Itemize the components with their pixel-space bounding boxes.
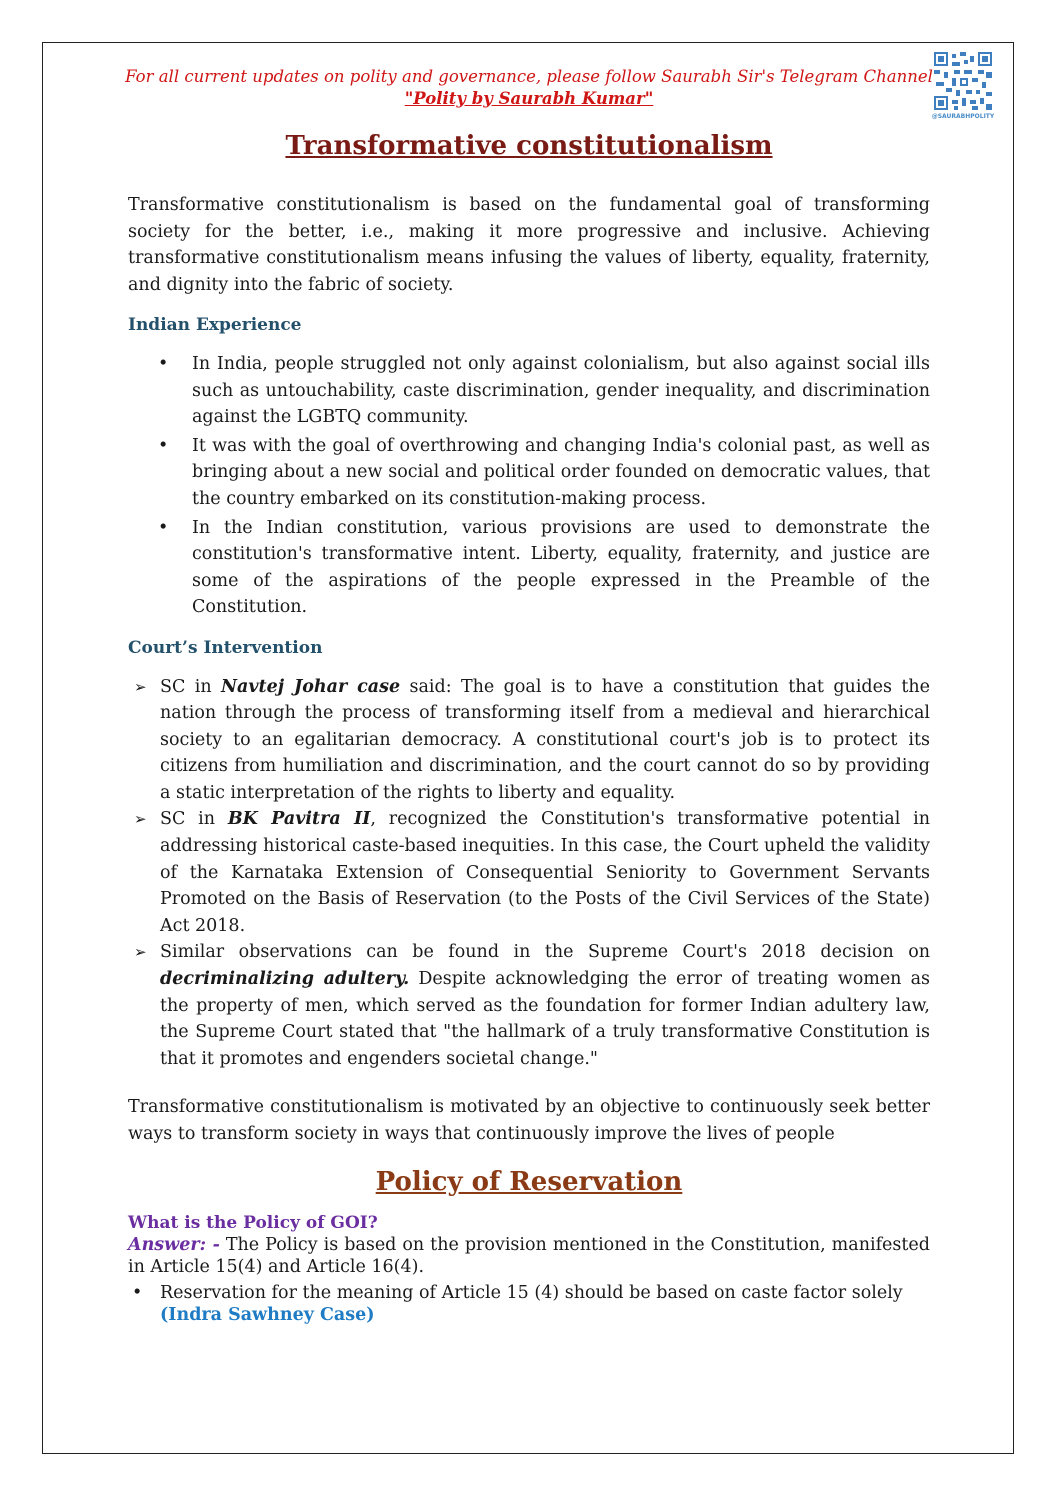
banner-text: For all current updates on polity and governance, please follow Saurabh Sir's Telegram Channel [125, 67, 933, 86]
courts-intervention-list [128, 674, 930, 1073]
qr-code-icon[interactable] [934, 52, 992, 110]
qr-handle: @SAURABHPOLITY [931, 113, 995, 120]
arrow-bullet-icon: ➢ [134, 943, 147, 962]
telegram-banner [100, 66, 958, 110]
section-title-reservation: Policy of Reservation [375, 1166, 683, 1197]
arrow-bullet-icon: ➢ [134, 677, 147, 696]
bullet-icon: • [158, 517, 169, 538]
list-item: • It was with the goal of overthrowing and changing India's colonial past, as well as bringing about a new social and political order founded on democratic values, that the country embarked on its constitution-making process. [128, 433, 930, 513]
list-item: ➢ Similar observations can be found in the Supreme Court's 2018 decision on decriminalizing adultery. Despite acknowledging the error of treating women as the property of men, which served as the foundation for former Indian adultery law, the Supreme Court stated that "the hallmark of a truly transformative Constitution is that it promotes and engenders societal change." [128, 939, 930, 1072]
indian-experience-list [128, 351, 930, 621]
list-item: ➢ SC in Navtej Johar case said: The goal is to have a constitution that guides the nation through the process of transforming itself from a medieval and hierarchical society to an egalitarian democracy. A constitutional court's job is to protect its citizens from humiliation and discrimination, and the court cannot do so by providing a static interpretation of the rights to liberty and equality. [128, 674, 930, 807]
bullet-icon: • [158, 435, 169, 456]
list-item: • In the Indian constitution, various provisions are used to demonstrate the constitution's transformative intent. Liberty, equality, fraternity, and justice are some of the aspirations of the people expressed in the Preamble of the Constitution. [128, 515, 930, 621]
closing-paragraph: Transformative constitutionalism is motivated by an objective to continuously seek better ways to transform society in ways that continuously improve the lives of people [128, 1097, 930, 1144]
courts-intervention-heading: Court’s Intervention [128, 637, 323, 658]
question-heading: What is the Policy of GOI? [128, 1212, 378, 1233]
indian-experience-heading: Indian Experience [128, 315, 302, 336]
page-title: Transformative constitutionalism [285, 131, 773, 161]
arrow-bullet-icon: ➢ [134, 810, 147, 829]
channel-link[interactable]: "Polity by Saurabh Kumar" [404, 89, 654, 108]
list-item: • Reservation for the meaning of Article 15 (4) should be based on caste factor solely (Indra Sawhney Case) [132, 1282, 903, 1325]
page-content [128, 130, 930, 1326]
case-name: Navtej Johar case [221, 676, 401, 697]
case-name: BK Pavitra II [227, 809, 371, 830]
case-name: decriminalizing adultery. [160, 969, 410, 990]
bullet-icon: • [158, 353, 169, 374]
intro-paragraph: Transformative constitutionalism is based on the fundamental goal of transforming society for the better, i.e., making it more progressive and inclusive. Achieving transformative constitutionalism means infusing the values of liberty, equality, fraternity, and dignity into the fabric of society. [128, 195, 930, 295]
list-item: • In India, people struggled not only against colonialism, but also against social ills such as untouchability, caste discrimination, gender inequality, and discrimination against the LGBTQ community. [128, 351, 930, 431]
reservation-list [128, 1282, 930, 1326]
bullet-icon: • [132, 1282, 143, 1303]
list-item: ➢ SC in BK Pavitra II, recognized the Constitution's transformative potential in addressing historical caste-based inequities. In this case, the Court upheld the validity of the Karnataka Extension of Consequential Seniority to Government Servants Promoted on the Basis of Reservation (to the Posts of the Civil Services of the State) Act 2018. [128, 806, 930, 939]
answer-paragraph: Answer: - The Policy is based on the provision mentioned in the Constitution, manifested in Article 15(4) and Article 16(4). [128, 1234, 930, 1277]
case-reference: (Indra Sawhney Case) [160, 1304, 375, 1325]
answer-label: Answer: - [128, 1234, 220, 1255]
